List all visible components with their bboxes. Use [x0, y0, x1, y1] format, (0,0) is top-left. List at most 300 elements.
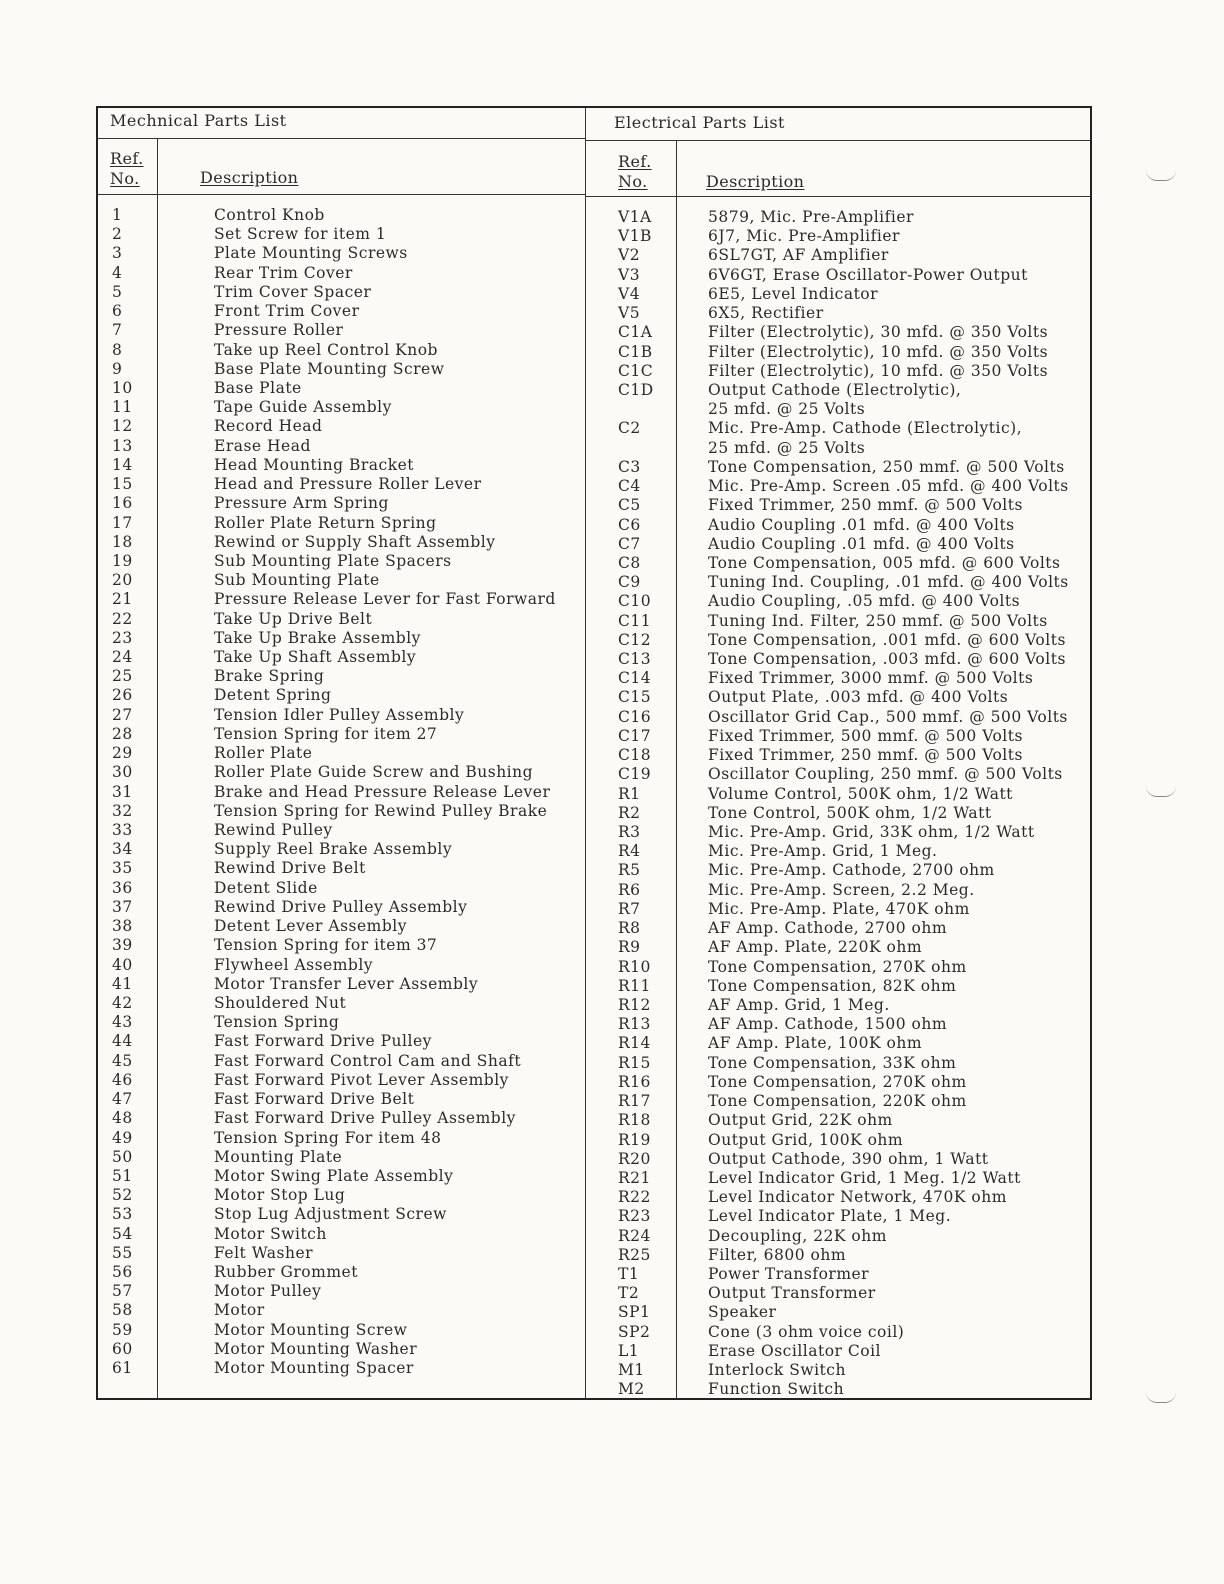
elec-ref-no: C4	[618, 477, 641, 496]
mech-ref-no: 46	[112, 1070, 133, 1089]
mech-row	[112, 1148, 582, 1167]
elec-ref-no: R15	[618, 1053, 651, 1072]
elec-description: Filter, 6800 ohm	[708, 1245, 847, 1264]
elec-description: Tuning Ind. Coupling, .01 mfd. @ 400 Volts	[708, 573, 1069, 592]
mech-description: Take Up Brake Assembly	[214, 628, 421, 647]
mech-ref-no: 30	[112, 763, 133, 782]
elec-row	[618, 804, 1088, 823]
elec-ref-header-line1: Ref.	[618, 152, 652, 171]
mech-description: Motor Mounting Spacer	[214, 1359, 414, 1378]
elec-description: Audio Coupling .01 mfd. @ 400 Volts	[708, 534, 1015, 553]
center-divider	[585, 108, 586, 1398]
mech-row	[112, 514, 582, 533]
mech-description: Tension Spring for item 27	[214, 724, 438, 743]
elec-description: Mic. Pre-Amp. Plate, 470K ohm	[708, 899, 970, 918]
mech-description: Tension Idler Pulley Assembly	[214, 705, 465, 724]
elec-row	[618, 362, 1088, 381]
elec-row	[618, 1380, 1088, 1399]
mech-description: Pressure Roller	[214, 321, 344, 340]
mech-row	[112, 437, 582, 456]
elec-ref-no: R5	[618, 861, 641, 880]
elec-description: 6V6GT, Erase Oscillator-Power Output	[708, 265, 1028, 284]
mech-description: Rewind or Supply Shaft Assembly	[214, 532, 496, 551]
elec-ref-no: C1B	[618, 342, 653, 361]
mech-row	[112, 706, 582, 725]
mech-row	[112, 321, 582, 340]
mech-ref-no: 55	[112, 1243, 133, 1262]
mech-ref-no: 49	[112, 1128, 133, 1147]
mech-description: Rewind Drive Belt	[214, 859, 366, 878]
elec-ref-no: C8	[618, 553, 641, 572]
elec-row	[618, 266, 1088, 285]
elec-row	[618, 227, 1088, 246]
mech-ref-no: 60	[112, 1339, 133, 1358]
mech-description: Fast Forward Pivot Lever Assembly	[214, 1070, 509, 1089]
mechanical-parts-rows	[112, 206, 582, 1378]
elec-row	[618, 400, 1088, 419]
mech-description: Control Knob	[214, 206, 325, 224]
mech-description: Base Plate	[214, 378, 302, 397]
elec-description: Filter (Electrolytic), 30 mfd. @ 350 Volts	[708, 323, 1049, 342]
mech-description: Shouldered Nut	[214, 993, 347, 1012]
mech-ref-no: 14	[112, 455, 133, 474]
mech-description: Motor Switch	[214, 1224, 327, 1243]
elec-ref-no: L1	[618, 1341, 640, 1360]
elec-ref-no: T1	[618, 1265, 640, 1284]
elec-ref-no: R12	[618, 995, 651, 1014]
elec-ref-no: C15	[618, 688, 652, 707]
mech-title-rule	[98, 138, 585, 139]
binder-mark-bottom	[1146, 1392, 1176, 1403]
mech-row	[112, 1340, 582, 1359]
mech-ref-no: 38	[112, 917, 133, 936]
elec-row	[618, 1034, 1088, 1053]
mech-ref-no: 10	[112, 378, 133, 397]
mech-row	[112, 1013, 582, 1032]
elec-row	[618, 246, 1088, 265]
mech-row	[112, 686, 582, 705]
elec-ref-no: C16	[618, 707, 652, 726]
mech-desc-header	[200, 168, 298, 188]
elec-description: Output Grid, 100K ohm	[708, 1130, 904, 1149]
mech-description: Tension Spring for Rewind Pulley Brake	[214, 801, 548, 820]
mech-row	[112, 360, 582, 379]
mech-ref-no: 4	[112, 263, 123, 282]
mech-description: Motor Mounting Washer	[214, 1339, 418, 1358]
elec-ref-no: R19	[618, 1130, 651, 1149]
mech-description: Fast Forward Drive Pulley Assembly	[214, 1109, 516, 1128]
elec-ref-no: R17	[618, 1092, 651, 1111]
mech-description: Motor Pulley	[214, 1282, 322, 1301]
mech-row	[112, 264, 582, 283]
elec-desc-header-text: Description	[706, 172, 805, 191]
elec-row	[618, 1207, 1088, 1226]
mech-ref-no: 58	[112, 1301, 133, 1320]
elec-description: Mic. Pre-Amp. Screen, 2.2 Meg.	[708, 880, 975, 899]
mech-ref-no: 45	[112, 1051, 133, 1070]
mech-row	[112, 667, 582, 686]
mech-ref-no: 25	[112, 667, 133, 686]
mech-row	[112, 725, 582, 744]
binder-mark-middle	[1146, 786, 1176, 797]
elec-description: 25 mfd. @ 25 Volts	[708, 400, 866, 419]
mech-description: Take Up Drive Belt	[214, 609, 373, 628]
elec-ref-no: C5	[618, 496, 641, 515]
elec-ref-no: V1B	[618, 227, 652, 246]
elec-description: Volume Control, 500K ohm, 1/2 Watt	[708, 784, 1013, 803]
elec-header-rule	[585, 196, 1090, 197]
mech-ref-no: 59	[112, 1320, 133, 1339]
mech-ref-no: 20	[112, 571, 133, 590]
elec-row	[618, 1227, 1088, 1246]
elec-desc-header	[706, 172, 804, 192]
mech-ref-no: 17	[112, 513, 133, 532]
mech-description: Rewind Drive Pulley Assembly	[214, 897, 468, 916]
elec-ref-no: C18	[618, 746, 652, 765]
elec-description: Output Grid, 22K ohm	[708, 1111, 893, 1130]
elec-row	[618, 1131, 1088, 1150]
elec-description: 5879, Mic. Pre-Amplifier	[708, 208, 914, 226]
elec-row	[618, 458, 1088, 477]
elec-ref-no: R13	[618, 1015, 651, 1034]
elec-row	[618, 1150, 1088, 1169]
elec-description: Tone Compensation, .001 mfd. @ 600 Volts	[708, 630, 1066, 649]
elec-row	[618, 477, 1088, 496]
elec-row	[618, 1111, 1088, 1130]
mech-row	[112, 994, 582, 1013]
mech-ref-no: 11	[112, 398, 133, 417]
elec-description: Tone Compensation, .003 mfd. @ 600 Volts	[708, 650, 1066, 669]
elec-ref-no: C1C	[618, 361, 654, 380]
elec-row	[618, 592, 1088, 611]
elec-row	[618, 1323, 1088, 1342]
elec-ref-no: R14	[618, 1034, 651, 1053]
mech-description: Rubber Grommet	[214, 1263, 358, 1282]
mech-row	[112, 475, 582, 494]
elec-description: AF Amp. Cathode, 1500 ohm	[708, 1015, 948, 1034]
mech-ref-no: 42	[112, 993, 133, 1012]
mech-ref-no: 23	[112, 628, 133, 647]
mech-row	[112, 379, 582, 398]
elec-description: Output Cathode, 390 ohm, 1 Watt	[708, 1149, 989, 1168]
mech-ref-no: 41	[112, 974, 133, 993]
elec-row	[618, 439, 1088, 458]
mech-description: Motor Stop Lug	[214, 1186, 346, 1205]
mech-ref-no: 24	[112, 648, 133, 667]
mech-row	[112, 552, 582, 571]
elec-ref-no: C13	[618, 650, 652, 669]
mech-description: Fast Forward Drive Pulley	[214, 1032, 432, 1051]
mech-ref-no: 44	[112, 1032, 133, 1051]
elec-description: Tone Compensation, 005 mfd. @ 600 Volts	[708, 553, 1061, 572]
mech-row	[112, 533, 582, 552]
mech-description: Front Trim Cover	[214, 302, 360, 321]
mech-description: Felt Washer	[214, 1243, 314, 1262]
mech-description: Sub Mounting Plate	[214, 571, 380, 590]
mech-row	[112, 341, 582, 360]
elec-row	[618, 746, 1088, 765]
elec-ref-no: M1	[618, 1361, 645, 1380]
mech-ref-no: 31	[112, 782, 133, 801]
elec-row	[618, 938, 1088, 957]
elec-description: Mic. Pre-Amp. Cathode, 2700 ohm	[708, 861, 995, 880]
mech-ref-no: 33	[112, 821, 133, 839]
elec-description: Fixed Trimmer, 500 mmf. @ 500 Volts	[708, 726, 1023, 745]
mech-row	[112, 1282, 582, 1301]
elec-ref-header	[618, 152, 652, 192]
elec-description: Mic. Pre-Amp. Grid, 1 Meg.	[708, 842, 938, 861]
mech-row	[112, 783, 582, 802]
mech-ref-no: 56	[112, 1263, 133, 1282]
mech-ref-no: 52	[112, 1186, 133, 1205]
elec-description: Level Indicator Network, 470K ohm	[708, 1188, 1007, 1207]
elec-description: Level Indicator Plate, 1 Meg.	[708, 1207, 952, 1226]
mech-ref-no: 47	[112, 1090, 133, 1109]
mech-row	[112, 1071, 582, 1090]
elec-description: Tone Compensation, 270K ohm	[708, 1072, 967, 1091]
elec-row	[618, 1284, 1088, 1303]
mech-row	[112, 1301, 582, 1320]
mech-description: Flywheel Assembly	[214, 955, 374, 974]
mechanical-parts-title: Mechnical Parts List	[110, 111, 287, 130]
elec-row	[618, 631, 1088, 650]
mech-row	[112, 1052, 582, 1071]
mech-row	[112, 802, 582, 821]
mech-row	[112, 744, 582, 763]
elec-row	[618, 343, 1088, 362]
elec-description: Audio Coupling .01 mfd. @ 400 Volts	[708, 515, 1015, 534]
mech-description: Tension Spring for item 37	[214, 936, 438, 955]
mech-row	[112, 610, 582, 629]
mech-ref-no: 61	[112, 1359, 133, 1378]
mech-description: Pressure Release Lever for Fast Forward	[214, 590, 556, 609]
elec-description: Mic. Pre-Amp. Cathode (Electrolytic),	[708, 419, 1023, 438]
mech-description: Head and Pressure Roller Lever	[214, 475, 482, 494]
mech-description: Motor	[214, 1301, 265, 1320]
elec-description: AF Amp. Grid, 1 Meg.	[708, 995, 890, 1014]
elec-row	[618, 1188, 1088, 1207]
mech-row	[112, 590, 582, 609]
elec-ref-no: R18	[618, 1111, 651, 1130]
elec-ref-no: R4	[618, 842, 641, 861]
mech-ref-no: 1	[112, 206, 123, 224]
mech-row	[112, 456, 582, 475]
elec-description: Mic. Pre-Amp. Screen .05 mfd. @ 400 Volts	[708, 477, 1069, 496]
elec-description: 25 mfd. @ 25 Volts	[708, 438, 866, 457]
elec-row	[618, 1092, 1088, 1111]
elec-description: Output Transformer	[708, 1284, 876, 1303]
elec-row	[618, 669, 1088, 688]
elec-row	[618, 612, 1088, 631]
mech-ref-no: 35	[112, 859, 133, 878]
mech-ref-header-line1: Ref.	[110, 149, 144, 168]
elec-row	[618, 650, 1088, 669]
elec-description: Tone Control, 500K ohm, 1/2 Watt	[708, 803, 992, 822]
elec-row	[618, 1169, 1088, 1188]
elec-row	[618, 881, 1088, 900]
elec-description: AF Amp. Plate, 220K ohm	[708, 938, 923, 957]
elec-ref-no: C12	[618, 630, 652, 649]
elec-ref-header-line2: No.	[618, 172, 648, 191]
mech-ref-no: 15	[112, 475, 133, 494]
mech-description: Mounting Plate	[214, 1147, 343, 1166]
elec-description: 6X5, Rectifier	[708, 304, 824, 323]
mech-ref-no: 57	[112, 1282, 133, 1301]
elec-row	[618, 861, 1088, 880]
elec-ref-no: C11	[618, 611, 652, 630]
mech-row	[112, 917, 582, 936]
elec-ref-no: R25	[618, 1245, 651, 1264]
binder-mark-top	[1146, 170, 1176, 181]
elec-description: 6E5, Level Indicator	[708, 284, 879, 303]
mech-ref-no: 6	[112, 302, 123, 321]
mech-ref-no: 29	[112, 744, 133, 763]
mech-header-rule	[98, 194, 585, 195]
elec-description: Fixed Trimmer, 250 mmf. @ 500 Volts	[708, 746, 1023, 765]
mech-ref-no: 9	[112, 359, 123, 378]
mech-row	[112, 629, 582, 648]
mech-row	[112, 1129, 582, 1148]
elec-row	[618, 1015, 1088, 1034]
elec-ref-no: V1A	[618, 208, 652, 226]
elec-ref-no: V5	[618, 304, 641, 323]
elec-row	[618, 323, 1088, 342]
elec-row	[618, 688, 1088, 707]
mech-ref-header	[110, 149, 144, 189]
mech-ref-no: 53	[112, 1205, 133, 1224]
elec-ref-no: R9	[618, 938, 641, 957]
elec-ref-no: R21	[618, 1168, 651, 1187]
elec-ref-no: C17	[618, 726, 652, 745]
elec-row	[618, 842, 1088, 861]
elec-ref-no: V2	[618, 246, 641, 265]
mech-description: Fast Forward Drive Belt	[214, 1090, 415, 1109]
mech-row	[112, 648, 582, 667]
mech-ref-no: 19	[112, 551, 133, 570]
elec-description: Fixed Trimmer, 250 mmf. @ 500 Volts	[708, 496, 1023, 515]
elec-description: Decoupling, 22K ohm	[708, 1226, 887, 1245]
mech-description: Head Mounting Bracket	[214, 455, 414, 474]
elec-ref-no: V3	[618, 265, 641, 284]
mech-ref-no: 34	[112, 840, 133, 859]
mech-ref-no: 50	[112, 1147, 133, 1166]
elec-row	[618, 958, 1088, 977]
mech-ref-no: 18	[112, 532, 133, 551]
electrical-parts-title: Electrical Parts List	[614, 113, 785, 132]
mech-row	[112, 975, 582, 994]
elec-title-rule	[585, 140, 1090, 141]
elec-description: Tone Compensation, 220K ohm	[708, 1092, 967, 1111]
mech-description: Erase Head	[214, 436, 311, 455]
elec-ref-no: C10	[618, 592, 652, 611]
elec-row	[618, 708, 1088, 727]
mech-ref-no: 26	[112, 686, 133, 705]
mech-ref-no: 37	[112, 897, 133, 916]
elec-description: Tone Compensation, 270K ohm	[708, 957, 967, 976]
mech-ref-no: 12	[112, 417, 133, 436]
elec-ref-no: C2	[618, 419, 641, 438]
elec-row	[618, 1246, 1088, 1265]
elec-row	[618, 381, 1088, 400]
elec-row	[618, 516, 1088, 535]
mech-row	[112, 1225, 582, 1244]
mech-description: Take Up Shaft Assembly	[214, 648, 417, 667]
elec-ref-no: C7	[618, 534, 641, 553]
mech-row	[112, 840, 582, 859]
elec-row	[618, 996, 1088, 1015]
mech-row	[112, 821, 582, 840]
elec-description: Filter (Electrolytic), 10 mfd. @ 350 Volts	[708, 361, 1049, 380]
elec-description: Output Plate, .003 mfd. @ 400 Volts	[708, 688, 1009, 707]
mech-description: Trim Cover Spacer	[214, 282, 372, 301]
elec-description: Speaker	[708, 1303, 777, 1322]
elec-row	[618, 919, 1088, 938]
elec-description: AF Amp. Cathode, 2700 ohm	[708, 919, 948, 938]
mech-row	[112, 283, 582, 302]
mech-description: Motor Mounting Screw	[214, 1320, 408, 1339]
mech-row	[112, 898, 582, 917]
elec-description: Tuning Ind. Filter, 250 mmf. @ 500 Volts	[708, 611, 1048, 630]
mech-description: Detent Spring	[214, 686, 332, 705]
electrical-parts-rows	[618, 208, 1088, 1400]
mech-description: Motor Transfer Lever Assembly	[214, 974, 479, 993]
mech-row	[112, 398, 582, 417]
elec-row	[618, 304, 1088, 323]
mech-description: Brake and Head Pressure Release Lever	[214, 782, 551, 801]
mech-description: Detent Slide	[214, 878, 318, 897]
elec-ref-no: C14	[618, 669, 652, 688]
elec-ref-no: R8	[618, 919, 641, 938]
elec-ref-no: R7	[618, 899, 641, 918]
mech-description: Pressure Arm Spring	[214, 494, 389, 513]
elec-ref-no: R16	[618, 1072, 651, 1091]
mech-ref-no: 40	[112, 955, 133, 974]
mech-row	[112, 1186, 582, 1205]
mech-description: Rewind Pulley	[214, 821, 333, 839]
elec-ref-no: R11	[618, 976, 651, 995]
mech-description: Stop Lug Adjustment Screw	[214, 1205, 447, 1224]
mech-row	[112, 1167, 582, 1186]
elec-description: Oscillator Coupling, 250 mmf. @ 500 Volts	[708, 765, 1063, 784]
elec-description: 6SL7GT, AF Amplifier	[708, 246, 889, 265]
mech-description: Plate Mounting Screws	[214, 244, 408, 263]
mech-description: Roller Plate Guide Screw and Bushing	[214, 763, 534, 782]
elec-row	[618, 785, 1088, 804]
mech-row	[112, 206, 582, 225]
elec-ref-no: C6	[618, 515, 641, 534]
elec-row	[618, 419, 1088, 438]
elec-description: Audio Coupling, .05 mfd. @ 400 Volts	[708, 592, 1021, 611]
elec-ref-no: R23	[618, 1207, 651, 1226]
elec-ref-no: R22	[618, 1188, 651, 1207]
elec-row	[618, 1265, 1088, 1284]
elec-row	[618, 727, 1088, 746]
elec-description: Mic. Pre-Amp. Grid, 33K ohm, 1/2 Watt	[708, 823, 1035, 841]
elec-description: 6J7, Mic. Pre-Amplifier	[708, 227, 900, 246]
elec-description: Erase Oscillator Coil	[708, 1341, 881, 1360]
mech-description: Motor Swing Plate Assembly	[214, 1166, 454, 1185]
elec-ref-no: V4	[618, 284, 641, 303]
elec-row	[618, 496, 1088, 515]
mech-ref-no: 36	[112, 878, 133, 897]
mech-ref-no: 51	[112, 1166, 133, 1185]
mech-description: Supply Reel Brake Assembly	[214, 840, 453, 859]
elec-row	[618, 1303, 1088, 1322]
mech-row	[112, 571, 582, 590]
elec-description: Level Indicator Grid, 1 Meg. 1/2 Watt	[708, 1168, 1021, 1187]
mech-row	[112, 225, 582, 244]
mech-description: Tape Guide Assembly	[214, 398, 392, 417]
